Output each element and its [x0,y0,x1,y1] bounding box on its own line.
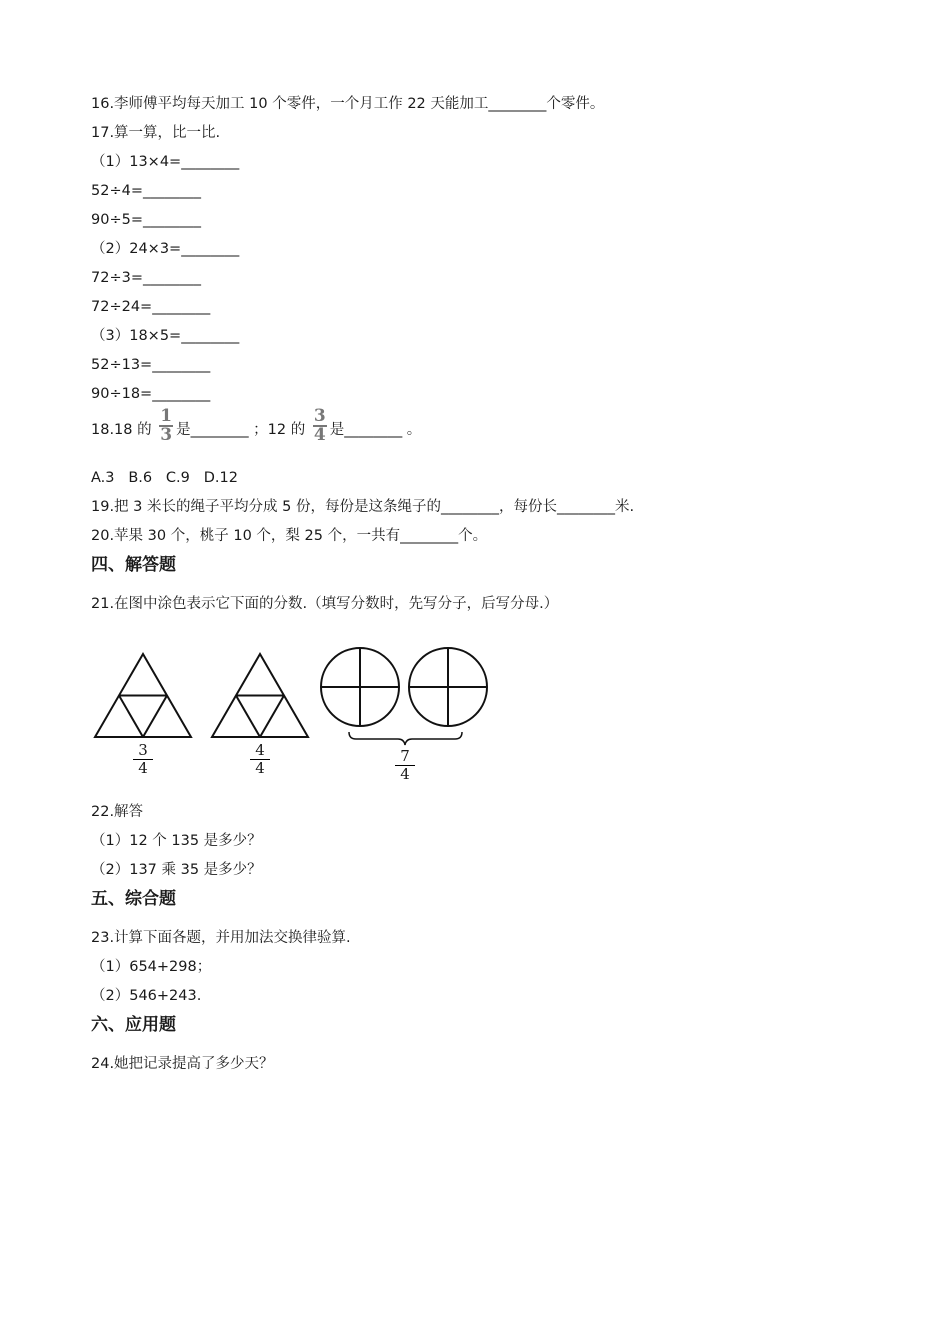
section-heading-6: 六、应用题 [91,1015,176,1035]
question-16: 16.李师傅平均每天加工 10 个零件，一个月工作 22 天能加工________个零件。 [91,96,605,112]
question-17-item: 90÷5=________ [91,212,201,228]
triangle-figure-2 [212,654,308,737]
question-23-item: （2）546+243. [91,988,202,1004]
brace-icon [349,732,462,745]
question-20: 20.苹果 30 个，桃子 10 个，梨 25 个，一共有________个。 [91,528,488,544]
question-18-part1: 18.18 的 [91,422,152,438]
fraction-label-3: $\frac{7}{4}$ [395,748,415,783]
question-17-title: 17.算一算，比一比. [91,125,221,141]
question-17-item: 72÷3=________ [91,270,201,286]
question-17-item: 52÷4=________ [91,183,201,199]
question-17-item: 52÷13=________ [91,357,211,373]
question-23-title: 23.计算下面各题，并用加法交换律验算. [91,930,351,946]
section-heading-5: 五、综合题 [91,889,176,909]
question-22-item: （1）12 个 135 是多少？ [91,833,262,849]
question-18-options: A.3 B.6 C.9 D.12 [91,470,238,486]
section-heading-4: 四、解答题 [91,555,176,575]
question-17-item: （2）24×3=________ [91,241,240,257]
question-18-part3: 是________ 。 [329,422,422,438]
fraction-one-third: $\frac{1}{3}$ [160,406,173,445]
question-18-part2: 是________ ；12 的 [176,422,306,438]
question-21: 21.在图中涂色表示它下面的分数.（填写分数时，先写分子，后写分母.） [91,596,559,612]
question-22-title: 22.解答 [91,804,144,820]
question-19: 19.把 3 米长的绳子平均分成 5 份，每份是这条绳子的________，每份长________米. [91,499,635,515]
question-22-item: （2）137 乘 35 是多少？ [91,862,262,878]
fraction-label-1: $\frac{3}{4}$ [133,742,153,777]
circle-figure-2 [409,648,487,726]
question-17-item: （1）13×4=________ [91,154,240,170]
fraction-three-quarters: $\frac{3}{4}$ [313,406,326,445]
question-17-item: 72÷24=________ [91,299,211,315]
question-23-item: （1）654+298； [91,959,212,975]
fraction-label-2: $\frac{4}{4}$ [250,742,270,777]
question-24: 24.她把记录提高了多少天？ [91,1056,274,1072]
triangle-figure-1 [95,654,191,737]
question-17-item: 90÷18=________ [91,386,211,402]
question-17-item: （3）18×5=________ [91,328,240,344]
circle-figure-1 [321,648,399,726]
